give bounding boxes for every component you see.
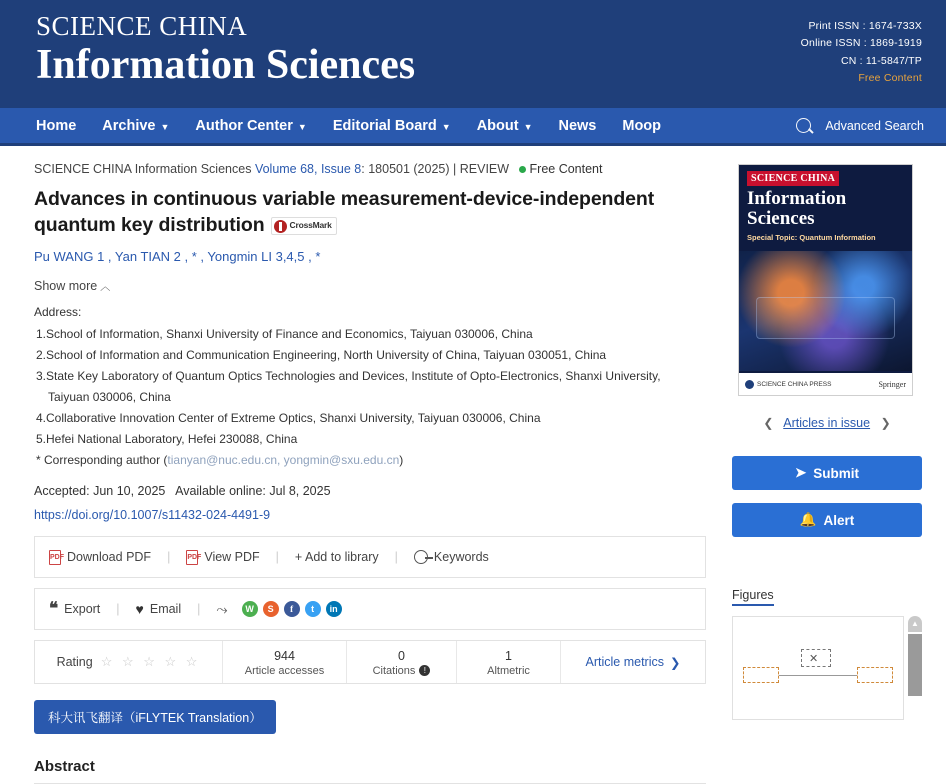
accesses-label: Article accesses [244,664,325,677]
nav-right-group [796,118,924,133]
figures-panel-wrapper [732,616,922,720]
article-metrics-link[interactable] [561,641,705,683]
keywords-button[interactable] [414,550,489,564]
rating-label: Rating [56,655,93,670]
citations-label-row [373,665,431,677]
nav-item-label: Home [36,117,77,134]
available-online-date: Available online: Jul 8, 2025 [175,484,331,499]
diagram-cross-icon: ✕ [809,653,819,665]
cover-subtitle: Special Topic: Quantum Information [747,232,876,242]
pdf-icon: PDF [186,550,198,565]
quote-icon: ❝ [49,599,59,619]
breadcrumb [34,162,706,176]
article-main-column [34,162,706,784]
rating-widget[interactable] [35,641,223,683]
crossmark-badge[interactable] [271,217,337,235]
alert-button[interactable] [732,503,922,537]
heart-icon: ♥ [135,601,144,618]
online-issn: Online ISSN : 1869-1919 [800,37,922,50]
affiliation-item-continued: Taiyuan 030006, China [48,390,171,405]
download-pdf-button[interactable] [49,550,151,565]
affiliation-item: 4.Collaborative Innovation Center of Extreme Optics, Shanxi University, Taiyuan 030006, China [36,411,541,426]
science-china-press-logo: SCIENCE CHINA PRESS [745,380,831,389]
view-pdf-label: View PDF [204,550,260,565]
info-icon[interactable]: ! [419,665,430,676]
breadcrumb-issue-link[interactable]: Volume 68, Issue 8 [254,162,362,176]
free-content-dot-icon [519,166,526,173]
cover-artwork [739,251,912,371]
affiliation-item: 2.School of Information and Communication Engineering, North University of China, Taiyuan 030051, China [36,348,607,363]
chevron-up-icon: ︿ [100,282,111,294]
page-body [0,146,946,784]
submit-label: Submit [813,465,860,481]
show-more-label: Show more [34,279,98,294]
nav-item-label: Editorial Board [332,117,437,134]
site-masthead [0,0,946,108]
publication-dates [34,484,706,498]
altmetric-label: Altmetric [487,664,530,677]
rating-stars[interactable]: ☆ ☆ ☆ ☆ ☆ [100,654,201,670]
abstract-heading: Abstract [34,758,95,776]
pdf-icon: PDF [49,550,61,565]
chevron-down-icon: ▼ [441,121,451,132]
doi-link[interactable]: https://doi.org/10.1007/s11432-024-4491-9 [34,508,271,523]
journal-name-top: SCIENCE CHINA [36,11,248,41]
issue-cover-image[interactable] [738,164,913,396]
iflytek-translate-button[interactable]: 科大讯飞翻译（iFLYTEK Translation） [34,700,276,734]
linkedin-icon[interactable]: in [326,601,342,617]
nav-item-archive[interactable] [102,118,169,134]
submit-button[interactable] [732,456,922,490]
diagram-connector-line [779,675,857,676]
issue-navigation [732,416,922,430]
address-label: Address: [34,305,82,320]
free-content-label: Free Content [858,71,922,84]
scroll-up-arrow-icon[interactable]: ▲ [908,616,922,632]
article-metrics-bar [34,640,706,684]
keywords-label: Keywords [433,550,489,565]
print-issn: Print ISSN : 1674-733X [808,20,922,32]
nav-item-label: News [558,117,597,134]
diagram-box-right [857,667,893,683]
articles-in-issue-link[interactable]: Articles in issue [783,416,871,430]
chevron-right-icon: ❯ [670,655,681,670]
add-to-library-button[interactable] [295,550,379,564]
breadcrumb-type: | REVIEW [453,162,510,176]
nav-item-about[interactable] [477,118,533,134]
springer-logo: Springer [878,379,906,389]
share-button[interactable] [216,601,227,618]
crossmark-label: CrossMark [289,220,332,231]
keywords-icon [414,550,428,564]
nav-item-label: Author Center [195,117,293,134]
advanced-search-link[interactable]: Advanced Search [825,118,924,133]
figures-section-heading: Figures [732,588,774,606]
twitter-icon[interactable]: t [305,601,321,617]
accesses-value: 944 [274,648,295,663]
share-icon: ⤳ [216,600,228,617]
figure-thumbnail[interactable] [732,616,904,720]
journal-name-main: Information Sciences [36,42,416,89]
affiliation-item: 1.School of Information, Shanxi University of Finance and Economics, Taiyuan 030006, China [36,327,533,342]
main-navigation [0,108,946,146]
cover-title: Information Sciences [747,188,847,229]
bell-icon: 🔔 [799,512,817,527]
cn-number: CN : 11-5847/TP [840,54,922,67]
corresponding-prefix: * Corresponding author ( [36,453,168,468]
crossmark-icon [274,220,287,233]
citations-metric [347,641,457,683]
weibo-icon[interactable]: S [263,601,279,617]
altmetric-metric [457,641,561,683]
corresponding-suffix: ) [399,453,404,468]
breadcrumb-free-label: Free Content [529,162,603,176]
article-accesses-metric [223,641,347,683]
nav-item-label: Archive [102,117,156,134]
citations-label: Citations [372,664,416,677]
divider: | [167,550,171,565]
accepted-date: Accepted: Jun 10, 2025 [34,484,166,499]
citations-value: 0 [398,648,405,663]
nav-item-author-center[interactable] [195,118,306,134]
divider: | [275,550,279,565]
social-share-group [242,601,342,617]
divider: | [116,602,120,617]
chevron-down-icon: ▼ [297,121,307,132]
email-label: Email [149,602,182,617]
download-pdf-label: Download PDF [67,550,152,565]
view-pdf-button[interactable] [186,550,259,565]
affiliations-block [34,302,706,471]
search-icon[interactable] [796,118,811,133]
diagram-box-left [743,667,779,683]
cover-brand: SCIENCE CHINA [747,171,839,186]
divider: | [394,550,398,565]
nav-item-news[interactable] [558,118,596,134]
divider: | [197,602,201,617]
prev-article-arrow-icon[interactable]: ❮ [763,416,774,430]
corresponding-author-line [34,450,706,471]
page-title [34,186,706,239]
scrollbar-thumb[interactable] [908,634,922,696]
facebook-icon[interactable]: f [284,601,300,617]
chevron-down-icon: ▼ [160,121,170,132]
corresponding-emails[interactable]: tianyan@nuc.edu.cn, yongmin@sxu.edu.cn [167,453,400,468]
breadcrumb-journal: SCIENCE CHINA Information Sciences [34,162,252,176]
email-button[interactable] [136,601,182,617]
article-actions-share [34,588,706,630]
altmetric-value: 1 [505,648,512,663]
wechat-icon[interactable]: W [242,601,258,617]
author-list[interactable]: Pu WANG 1 , Yan TIAN 2 , * , Yongmin LI 3,4,5 , * [34,248,321,264]
affiliation-item: 3.State Key Laboratory of Quantum Optics Technologies and Devices, Institute of Opto-Electronics, Shanxi University, [36,369,661,384]
export-label: Export [64,602,101,617]
nav-item-label: About [476,117,519,134]
export-button[interactable] [49,599,101,619]
nav-item-moop[interactable] [622,118,661,134]
paper-plane-icon: ➤ [794,465,807,480]
nav-item-home[interactable] [36,118,76,134]
issn-block [801,18,922,87]
cover-footer [739,373,912,395]
breadcrumb-article-id: : 180501 (2025) [361,162,450,176]
chevron-down-icon: ▼ [523,121,533,132]
article-metrics-label: Article metrics [585,655,664,670]
next-article-arrow-icon[interactable]: ❯ [880,416,891,430]
alert-label: Alert [823,512,855,528]
figure-diagram-icon [743,645,893,691]
globe-icon [745,380,754,389]
nav-item-editorial-board[interactable] [333,118,451,134]
figures-scrollbar[interactable] [908,616,922,720]
add-to-library-label: + Add to library [294,550,379,565]
article-sidebar [732,162,922,784]
article-actions-primary [34,536,706,578]
affiliation-item: 5.Hefei National Laboratory, Hefei 230088, China [36,432,298,447]
show-more-toggle[interactable] [34,278,110,293]
article-title-text: Advances in continuous variable measurement-device-independent quantum key distribution [34,188,655,237]
nav-item-label: Moop [622,117,662,134]
